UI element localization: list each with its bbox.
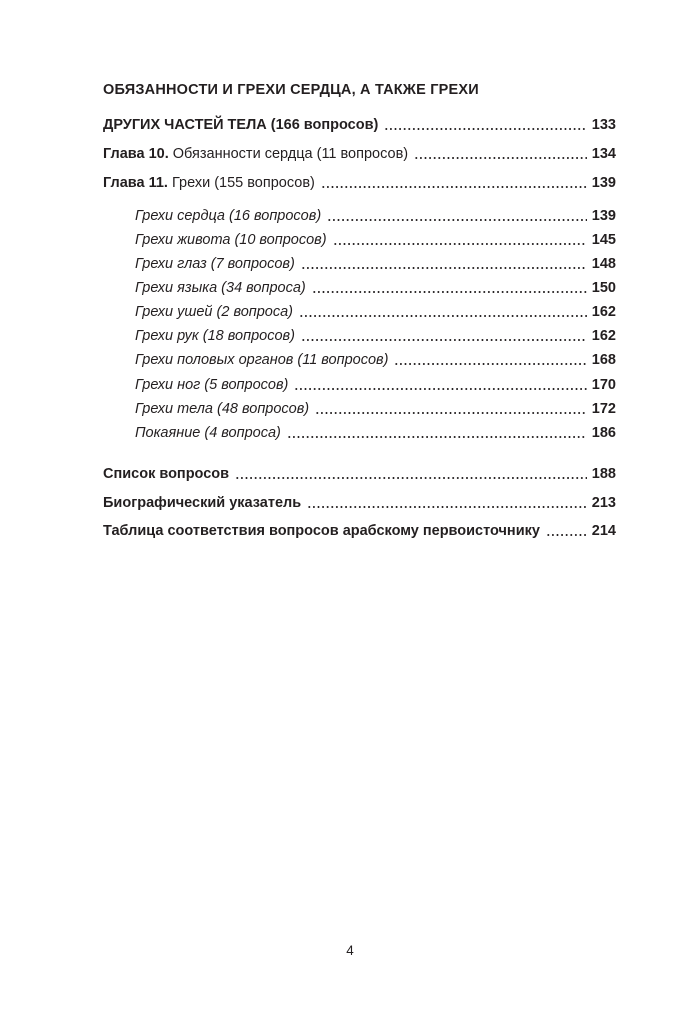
page-number: 162 — [591, 304, 616, 320]
chapter-title: Грехи (155 вопросов) — [167, 175, 315, 191]
dot-leader — [301, 267, 587, 269]
page-number: 213 — [591, 495, 616, 511]
page-number: 172 — [591, 401, 616, 417]
toc-entry-chapter-11[interactable] — [103, 170, 616, 192]
page-number: 168 — [591, 352, 616, 368]
toc-entry-subsection[interactable] — [135, 396, 616, 418]
page-number: 162 — [591, 328, 616, 344]
toc-entry-section[interactable] — [103, 112, 616, 134]
page-number: 133 — [591, 117, 616, 133]
page-folio: 4 — [346, 943, 354, 958]
toc-entry-appendix[interactable] — [103, 518, 616, 540]
subsection-title: Грехи глаз (7 вопросов) — [135, 256, 295, 272]
toc-entry-subsection[interactable] — [135, 299, 616, 321]
toc-entry-subsection[interactable] — [135, 275, 616, 297]
dot-leader — [414, 157, 587, 159]
page-number: 134 — [591, 146, 616, 162]
dot-leader — [307, 506, 587, 508]
toc-entry-subsection[interactable] — [135, 372, 616, 394]
subsection-title: Грехи ушей (2 вопроса) — [135, 304, 294, 320]
toc-entry-subsection[interactable] — [135, 347, 616, 369]
toc-entry-chapter-10[interactable] — [103, 141, 616, 163]
toc-entry-subsection[interactable] — [135, 420, 616, 442]
appendix-title: Список вопросов — [103, 466, 230, 482]
dot-leader — [294, 388, 586, 390]
page-number: 214 — [591, 523, 616, 539]
page-number: 150 — [591, 280, 616, 296]
page-number: 139 — [591, 175, 616, 191]
subsection-title: Грехи сердца (16 вопросов) — [135, 208, 322, 224]
chapter-title: Обязанности сердца (11 вопросов) — [168, 146, 409, 162]
subsection-title: Грехи живота (10 вопросов) — [135, 232, 327, 248]
appendix-title: Таблица соответствия вопросов арабскому первоисточнику — [103, 523, 540, 539]
dot-leader — [384, 128, 586, 130]
subsection-title: Грехи половых органов (11 вопросов) — [135, 352, 389, 368]
subsection-title: Грехи тела (48 вопросов) — [135, 401, 310, 417]
dot-leader — [546, 534, 587, 536]
toc-entry-appendix[interactable] — [103, 490, 616, 512]
appendix-title: Биографический указатель — [103, 495, 302, 511]
subsection-title: Грехи рук (18 вопросов) — [135, 328, 295, 344]
toc-entry-appendix[interactable] — [103, 461, 616, 483]
dot-leader — [327, 219, 587, 221]
dot-leader — [235, 477, 587, 479]
dot-leader — [315, 412, 587, 414]
dot-leader — [321, 186, 587, 188]
subsection-title: Покаяние (4 вопроса) — [135, 425, 281, 441]
subsection-title: Грехи ног (5 вопросов) — [135, 377, 289, 393]
dot-leader — [333, 243, 587, 245]
chapter-label: Глава 10. — [103, 146, 169, 162]
page-number: 139 — [591, 208, 616, 224]
toc-entry-subsection[interactable] — [135, 203, 616, 225]
toc-entry-subsection[interactable] — [135, 251, 616, 273]
dot-leader — [312, 291, 587, 293]
dot-leader — [287, 436, 587, 438]
page-number: 170 — [591, 377, 616, 393]
dot-leader — [301, 339, 587, 341]
page-number: 188 — [591, 466, 616, 482]
toc-entry-subsection[interactable] — [135, 323, 616, 345]
dot-leader — [299, 315, 587, 317]
dot-leader — [394, 363, 586, 365]
page-number: 148 — [591, 256, 616, 272]
subsection-title: Грехи языка (34 вопроса) — [135, 280, 306, 296]
section-title-line1: ОБЯЗАННОСТИ И ГРЕХИ СЕРДЦА, А ТАКЖЕ ГРЕХИ — [103, 82, 479, 98]
page-number: 145 — [591, 232, 616, 248]
toc-entry-subsection[interactable] — [135, 227, 616, 249]
page-number: 186 — [591, 425, 616, 441]
chapter-label: Глава 11. — [103, 175, 168, 191]
section-title-line2: ДРУГИХ ЧАСТЕЙ ТЕЛА (166 вопросов) — [103, 117, 379, 133]
